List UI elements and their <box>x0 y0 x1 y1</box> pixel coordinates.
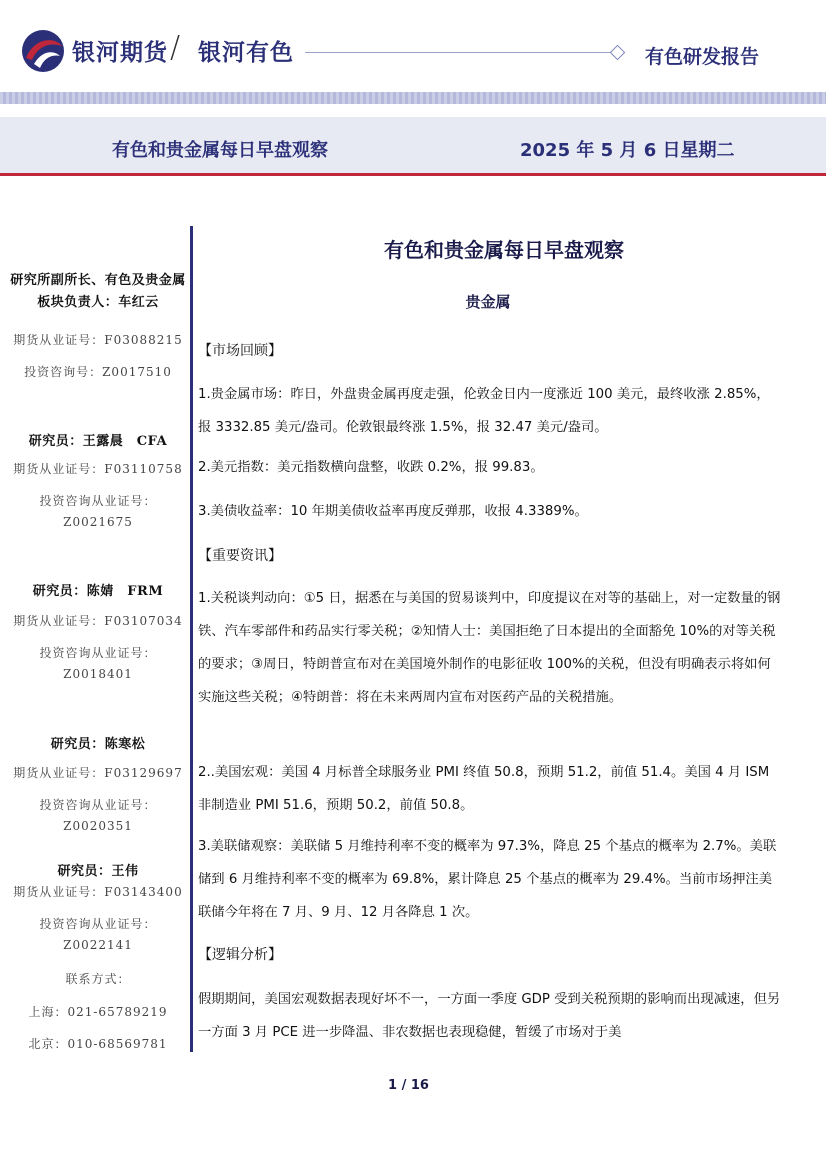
researcher-advisory-label: 投资咨询从业证号： <box>39 494 157 508</box>
researcher-name: 研究员：陈婧 FRM <box>32 584 164 599</box>
banner-date: 2025 年 5 月 6 日星期二 <box>520 140 735 161</box>
galaxy-logo-icon <box>20 28 66 74</box>
researcher-license: 期货从业证号：F03129697 <box>13 766 183 780</box>
page-number: 1 / 16 <box>388 1078 429 1093</box>
report-type: 有色研发报告 <box>645 46 760 68</box>
lead-analyst-title: 研究所副所长、有色及贵金属板块负责人：车红云 <box>10 273 186 310</box>
brand-name: 银河期货 <box>72 40 168 66</box>
report-title: 有色和贵金属每日早盘观察 <box>384 238 624 262</box>
market-review-heading: 【市场回顾】 <box>198 343 282 359</box>
researcher-advisory-no: Z0022141 <box>63 938 133 952</box>
researcher-license: 期货从业证号：F03143400 <box>13 885 183 899</box>
paragraph: 2..美国宏观：美国 4 月标普全球服务业 PMI 终值 50.8，预期 51.2，前值 51.4。美国 4 月 ISM 非制造业 PMI 51.6，预期 50.2，前值 50.8。 <box>198 765 770 813</box>
brand-divider: / <box>170 30 181 65</box>
logic-heading: 【逻辑分析】 <box>198 947 282 963</box>
banner-title: 有色和贵金属每日早盘观察 <box>112 140 328 161</box>
paragraph: 2.美元指数：美元指数横向盘整，收跌 0.2%，报 99.83。 <box>198 460 544 475</box>
header-rule <box>305 52 615 53</box>
paragraph: 假期期间，美国宏观数据表现好坏不一，一方面一季度 GDP 受到关税预期的影响而出现减速，但另一方面 3 月 PCE 进一步降温、非农数据也表现稳健，暂缓了市场对于美 <box>198 992 781 1040</box>
contact-label: 联系方式： <box>65 972 131 986</box>
researcher-advisory-no: Z0021675 <box>63 515 133 529</box>
researcher-license: 期货从业证号：F03110758 <box>13 462 183 476</box>
researcher-advisory-label: 投资咨询从业证号： <box>39 646 157 660</box>
paragraph: 3.美联储观察：美联储 5 月维持利率不变的概率为 97.3%，降息 25 个基点的概率为 2.7%。美联储到 6 月维持利率不变的概率为 69.8%，累计降息 25 个基点的概率为 29.4%。当前市场押注美联储今年将在 7 月、9 月、12 月各降息 1 次。 <box>198 839 777 920</box>
section-title: 贵金属 <box>465 293 511 311</box>
banner-red-rule <box>0 173 826 176</box>
researcher-license: 期货从业证号：F03107034 <box>13 614 183 628</box>
researcher-advisory-no: Z0020351 <box>63 819 133 833</box>
lead-analyst-license: 期货从业证号：F03088215 <box>13 333 183 347</box>
researcher-name: 研究员：王伟 <box>57 864 139 879</box>
paragraph: 1.关税谈判动向：①5 日，据悉在与美国的贸易谈判中，印度提议在对等的基础上，对一定数量的钢铁、汽车零部件和药品实行零关税；②知情人士：美国拒绝了日本提出的全面豁免 10%的对等关税的要求；③周日，特朗普宣布对在美国境外制作的电影征收 100%的关税，但没有明确表示将如何实施这些关税；④特朗普：将在未来两周内宣布对医药产品的关税措施。 <box>198 591 781 705</box>
header-stripe <box>0 92 826 104</box>
contact-shanghai: 上海：021-65789219 <box>28 1005 168 1019</box>
contact-beijing: 北京：010-68569781 <box>28 1037 168 1051</box>
researcher-name: 研究员：陈寒松 <box>50 737 146 752</box>
researcher-name: 研究员：王露晨 CFA <box>28 434 168 449</box>
paragraph: 3.美债收益率：10 年期美债收益率再度反弹那，收报 4.3389%。 <box>198 504 588 519</box>
researcher-advisory-no: Z0018401 <box>63 667 133 681</box>
diamond-icon <box>610 45 626 61</box>
lead-analyst-advisory: 投资咨询号：Z0017510 <box>24 365 172 379</box>
researcher-advisory-label: 投资咨询从业证号： <box>39 917 157 931</box>
paragraph: 1.贵金属市场：昨日，外盘贵金属再度走强，伦敦金日内一度涨近 100 美元，最终收涨 2.85%，报 3332.85 美元/盎司。伦敦银最终涨 1.5%，报 32.47 美元/盎司。 <box>198 387 770 435</box>
sidebar-divider <box>190 226 193 1052</box>
news-heading: 【重要资讯】 <box>198 548 282 564</box>
researcher-advisory-label: 投资咨询从业证号： <box>39 798 157 812</box>
sub-brand-name: 银河有色 <box>198 40 294 66</box>
